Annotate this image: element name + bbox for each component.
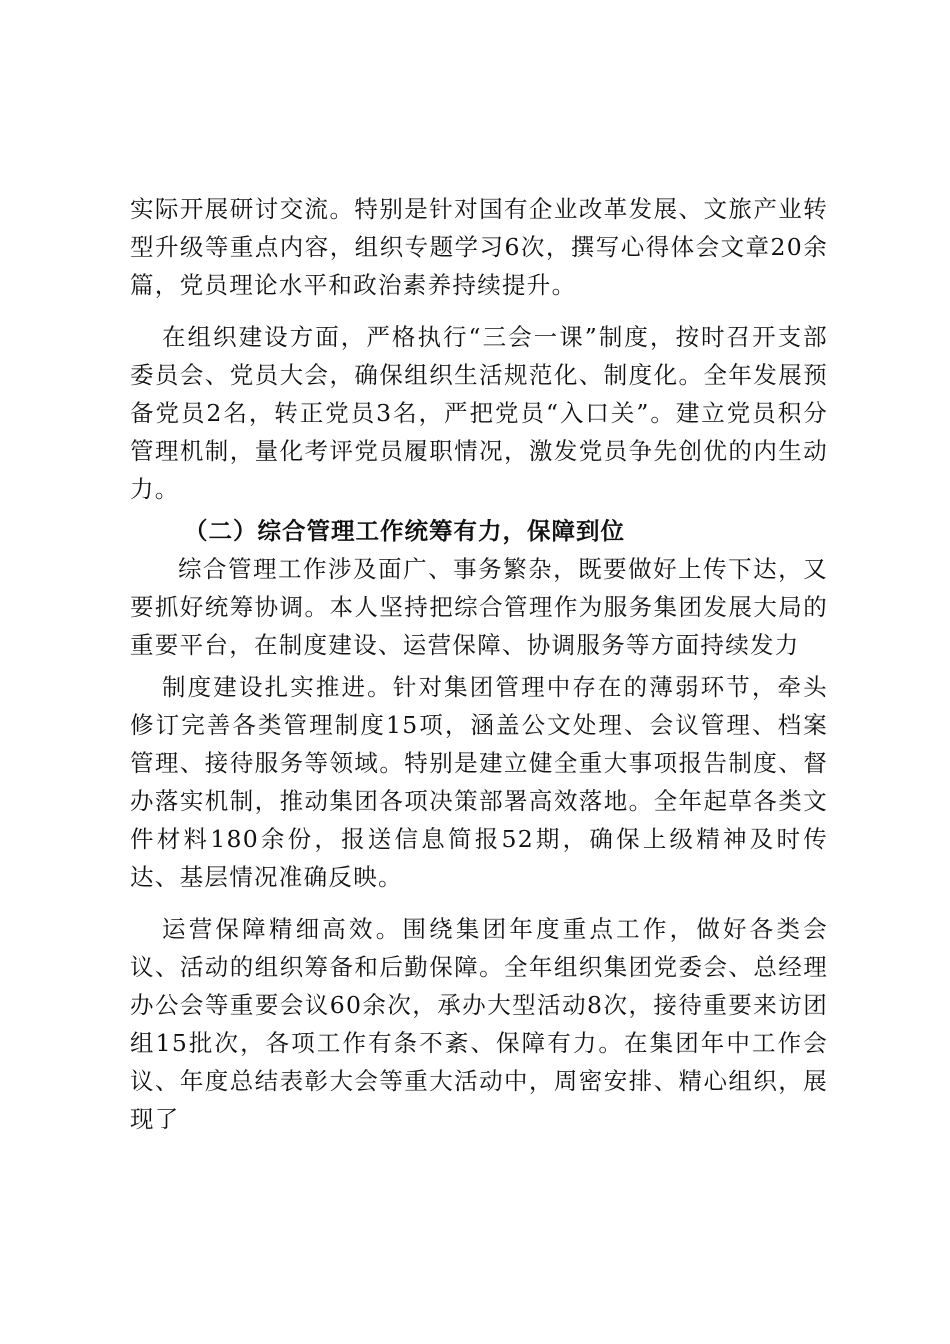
paragraph-organization-building: 在组织建设方面，严格执行“三会一课”制度，按时召开支部委员会、党员大会，确保组织生活规范化、制度化。全年发展预备党员2名，转正党员3名，严把党员“入口关”。建立党员积分管理机制，量化考评党员履职情况，激发党员争先创优的内生动力。: [130, 323, 828, 503]
document-page: [130, 190, 828, 1138]
section-heading-comprehensive-management: （二）综合管理工作统筹有力，保障到位: [184, 517, 625, 545]
paragraph-management-overview: 综合管理工作涉及面广、事务繁杂，既要做好上传下达，又要抓好统筹协调。本人坚持把综合管理作为服务集团发展大局的重要平台，在制度建设、运营保障、协调服务等方面持续发力: [130, 555, 828, 659]
paragraph-operations-support: 运营保障精细高效。围绕集团年度重点工作，做好各类会议、活动的组织筹备和后勤保障。全年组织集团党委会、总经理办公会等重要会议60余次，承办大型活动8次，接待重要来访团组15批次，各项工作有条不紊、保障有力。在集团年中工作会议、年度总结表彰大会等重大活动中，周密安排、精心组织，展现了: [130, 915, 828, 1133]
paragraph-study-summary: 实际开展研讨交流。特别是针对国有企业改革发展、文旅产业转型升级等重点内容，组织专题学习6次，撰写心得体会文章20余篇，党员理论水平和政治素养持续提升。: [130, 195, 828, 299]
paragraph-system-building: 制度建设扎实推进。针对集团管理中存在的薄弱环节，牵头修订完善各类管理制度15项，涵盖公文处理、会议管理、档案管理、接待服务等领域。特别是建立健全重大事项报告制度、督办落实机制，推动集团各项决策部署高效落地。全年起草各类文件材料180余份，报送信息简报52期，确保上级精神及时传达、基层情况准确反映。: [130, 673, 828, 891]
